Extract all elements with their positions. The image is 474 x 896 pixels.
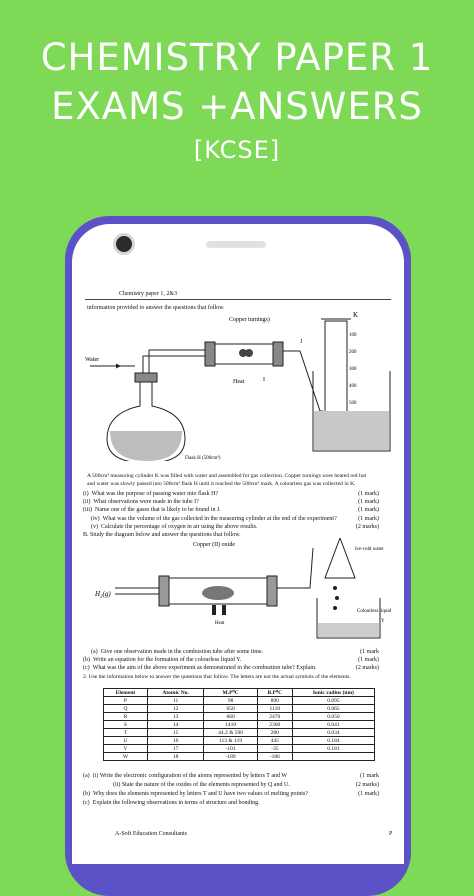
label-water: Water [85, 357, 100, 363]
question-3b: (b) Why does the elements represented by letters T and U have two values of melting points? [83, 791, 308, 797]
intro-text: information provided to answer the questions that follow. [87, 305, 225, 311]
label-colourless-liquid: Colourless liquid [357, 609, 392, 614]
table-header: B.P⁰C [257, 689, 292, 697]
speaker-grille [206, 241, 266, 248]
paragraph-2: and water was slowly passed into 500cm³ flask H until it reached the 500cm³ mark. A colourless gas was collected in K. [87, 481, 356, 487]
headline-line3: [KCSE] [193, 136, 281, 164]
label-heat: Heat [233, 379, 245, 385]
label-copper-oxide: Copper (II) oxide [193, 542, 235, 548]
label-copper: Copper turnings) [229, 317, 270, 323]
scale-300: 300 [349, 367, 357, 372]
scale-100: 100 [349, 333, 357, 338]
question-iv: (iv) What was the volume of the gas collected in the measuring cylinder at the end of the experiment? [91, 516, 337, 522]
mark-v: (2 marks) [355, 524, 379, 530]
table-header: Element [104, 689, 148, 697]
combustion-tube-diagram [85, 538, 395, 648]
question-3a-ii: (ii) State the nature of the oxides of the elements represented by Q and U. [113, 782, 290, 788]
camera-icon [116, 236, 132, 252]
table-row: R 13 660 2470 0.050 [104, 713, 375, 721]
header-rule [85, 299, 391, 300]
mark-iv: (1 mark) [358, 516, 379, 522]
question-iii: (iii) Name one of the gases that is likely to be found in J. [83, 507, 221, 513]
table-header-row [104, 689, 375, 697]
table-row: V 17 -101 -35 0.181 [104, 745, 375, 753]
question-2: 2. Use the information below to answer the questions that follow. The letters are not the actual symbols of the elements. [83, 674, 351, 680]
question-2c: (c) What was the aim of the above experiment as demonstrated in the combustion tube? Explain. [83, 665, 317, 671]
mark-iii: (1 mark) [358, 507, 379, 513]
gas-collection-diagram [85, 311, 395, 461]
table-row: Q 12 650 1110 0.065 [104, 705, 375, 713]
mark-3a-i: (1 mark [360, 773, 379, 779]
mark-i: (1 mark) [358, 491, 379, 497]
label-i: I [263, 377, 265, 383]
label-h2: H₂(g) [95, 590, 111, 598]
table-row: W 18 -189 -186 [104, 753, 375, 761]
table-row: U 16 113 & 119 445 0.184 [104, 737, 375, 745]
question-v: (v) Calculate the percentage of oxygen in air using the above results. [91, 524, 258, 530]
mark-3a-ii: (2 marks) [355, 782, 379, 788]
question-3c: (c) Explain the following observations in terms of structure and bonding. [83, 800, 260, 806]
mark-2c: (2 marks) [355, 665, 379, 671]
mark-2a: (1 mark [360, 649, 379, 655]
headline-line2: EXAMS +ANSWERS [51, 85, 423, 128]
paragraph-1: A 500cm³ measuring cylinder K was filled with water and assembled for gas collection. Copper turnings were heated red hot [87, 473, 367, 479]
page-footer: A-Soft Education Consultants [115, 831, 187, 837]
label-j: J [300, 339, 303, 345]
elements-table [103, 688, 375, 761]
flask-water [110, 431, 182, 461]
table-header: Atomic No. [147, 689, 203, 697]
question-2a: (a) Give one observation made in the combustion tube after some time. [91, 649, 264, 655]
table-row: P 11 98 890 0.095 [104, 697, 375, 705]
label-y: Y [381, 619, 385, 624]
label-flask: Flask H (500cm³) [185, 456, 221, 461]
mark-2b: (1 mark) [358, 657, 379, 663]
mark-3b: (1 mark) [358, 791, 379, 797]
scale-200: 200 [349, 350, 357, 355]
headline-line1: CHEMISTRY PAPER 1 [40, 36, 434, 79]
label-ice-water: Ice-cold water [355, 547, 384, 552]
table-row: S 14 1410 2360 0.041 [104, 721, 375, 729]
table-header: Ionic radius (nm) [292, 689, 374, 697]
question-3a-i: (a) (i) Write the electronic configuration of the atoms represented by letters T and W [83, 773, 288, 779]
question-ii: (ii) What observations were made in the tube I? [83, 499, 199, 505]
table-row: T 15 44.2 & 590 280 0.034 [104, 729, 375, 737]
mark-ii: (1 mark) [358, 499, 379, 505]
table-header: M.P⁰C [204, 689, 257, 697]
exam-page[interactable] [75, 283, 401, 842]
page-header: Chemistry paper 1, 2&3 [119, 291, 177, 297]
part-b-heading: B. Study the diagram below and answer the questions that follow. [83, 532, 241, 538]
page-mark: P [389, 831, 393, 837]
trough-water [314, 411, 389, 450]
question-i: (i) What was the purpose of passing water into flask H? [83, 491, 219, 497]
scale-400: 400 [349, 384, 357, 389]
scale-500: 500 [349, 401, 357, 406]
label-k: K [353, 311, 359, 319]
question-2b: (b) Write an equation for the formation of the colourless liquid Y. [83, 657, 242, 663]
label-heat-2: Heat [215, 621, 225, 626]
